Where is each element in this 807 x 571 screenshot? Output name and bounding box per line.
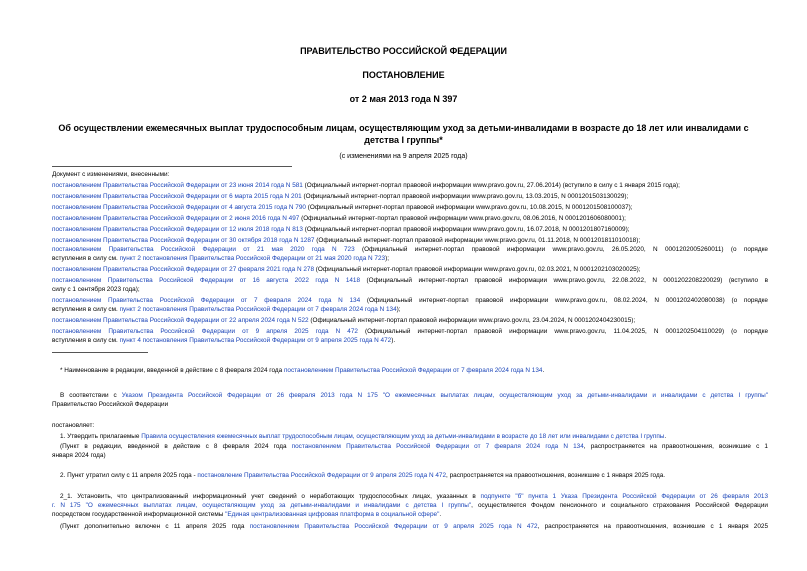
p1-end: .: [664, 433, 667, 440]
footnote-link[interactable]: постановлением Правительства Российской Федерации от 7 февраля 2024 года N 134: [283, 367, 543, 374]
p2-link[interactable]: постановление Правительства Российской Федерации от 9 апреля 2025 года N 472: [197, 472, 447, 479]
change-details: (Официальный интернет-портал правовой информации www.pravo.gov.ru, 08.06.2016, N 0001201606080001);: [299, 215, 626, 222]
change-entry: [52, 236, 768, 245]
change-entry: [52, 225, 768, 234]
change-link-7[interactable]: постановлением Правительства Российской Федерации от 21 мая 2020 года N 723: [52, 246, 355, 253]
p1-note: (Пункт в редакции, введенной в действие с 8 февраля 2024 года: [60, 443, 292, 450]
document-date-number: от 2 мая 2013 года N 397: [349, 94, 458, 104]
footnote-end: .: [542, 367, 545, 374]
change-cont-7: вступления в силу см.: [52, 255, 120, 262]
change-details: (Официальный интернет-портал правовой информации www.pravo.gov.ru, 27.06.2014) (вступило в силу с 1 января 2015 года);: [302, 182, 680, 189]
change-details-7: (Официальный интернет-портал правовой информации www.pravo.gov.ru, 26.05.2020, N 0001202005260011) (о порядке: [354, 246, 768, 253]
separator-top: [52, 166, 292, 167]
p2-1-note-link[interactable]: постановлением Правительства Российской Федерации от 9 апреля 2025 года N 472: [249, 523, 538, 530]
document-type: ПОСТАНОВЛЕНИЕ: [362, 70, 445, 80]
change-cont-end-7: );: [385, 255, 389, 262]
change-entry: [52, 181, 768, 190]
preamble-link[interactable]: Указом Президента Российской Федерации от 26 февраля 2013 года N 175 "О ежемесячных выплатах лицам, осуществляющим уход за детьми-инвалидами и инвалидами с детства I группы": [121, 392, 768, 399]
p2-1-text: 2_1. Установить, что централизованный информационный учет сведений о неработающих трудоспособных лицах, указанных в: [60, 493, 481, 500]
p2-1-note: (Пункт дополнительно включен с 11 апреля 2025 года: [60, 523, 250, 530]
edition-note: (с изменениями на 9 апреля 2025 года): [339, 153, 468, 160]
change-link-8[interactable]: постановлением Правительства Российской Федерации от 27 февраля 2021 года N 278: [52, 266, 315, 273]
preamble-cont: Правительство Российской Федерации: [52, 401, 169, 408]
p2-1-link-1[interactable]: подпункте "б" пункта 1 Указа Президента Российской Федерации от 26 февраля 2013: [480, 493, 768, 500]
p2-1-text-2: , осуществляется Фондом пенсионного и социального страхования Российской Федерации: [471, 502, 768, 509]
p2-1-platform-link[interactable]: "Единая централизованная цифровая платформа в социальной сфере": [225, 511, 440, 518]
p2-1-note-end: , распространяется на правоотношения, возникшие с 1 января 2025: [537, 523, 768, 530]
change-link-9[interactable]: постановлением Правительства Российской Федерации от 16 августа 2022 года N 1418: [52, 277, 361, 284]
p2-1-text-3: посредством государственной информационной системы: [52, 511, 226, 518]
change-cont-link-7[interactable]: пункт 2 постановления Правительства Российской Федерации от 21 мая 2020 года N 723: [119, 255, 386, 262]
change-details: (Официальный интернет-портал правовой информации www.pravo.gov.ru, 10.08.2015, N 0001201508100037);: [305, 204, 633, 211]
preamble-text: В соответствии с: [60, 392, 122, 399]
change-details: (Официальный интернет-портал правовой информации www.pravo.gov.ru, 01.11.2018, N 0001201811010018);: [314, 237, 641, 244]
p2-1-link-2[interactable]: г. N 175 "О ежемесячных выплатах лицам, осуществляющим уход за детьми-инвалидами и инвалидами с детства I группы": [52, 502, 472, 509]
p1-note-cont: января 2024 года): [52, 452, 106, 459]
change-details-10: (Официальный интернет-портал правовой информации www.pravo.gov.ru, 08.02.2024, N 0001202402080038) (о порядке: [360, 297, 768, 304]
change-details-8: (Официальный интернет-портал правовой информации www.pravo.gov.ru, 02.03.2021, N 0001202103020025);: [314, 266, 641, 273]
change-link-11[interactable]: постановлением Правительства Российской Федерации от 22 апреля 2024 года N 522: [52, 317, 309, 324]
change-link[interactable]: постановлением Правительства Российской Федерации от 30 октября 2018 года N 1287: [52, 237, 315, 244]
p1-text: 1. Утвердить прилагаемые: [60, 433, 142, 440]
change-link[interactable]: постановлением Правительства Российской Федерации от 12 июля 2018 года N 813: [52, 226, 303, 233]
change-entry: [52, 214, 768, 223]
separator-footnote: [52, 352, 148, 353]
p1-note-end: , распространяется на правоотношения, возникшие с 1: [583, 443, 768, 450]
change-link-10[interactable]: постановлением Правительства Российской Федерации от 7 февраля 2024 года N 134: [52, 297, 361, 304]
p1-rules-link[interactable]: Правила осуществления ежемесячных выплат трудоспособным лицам, осуществляющим уход за детьми-инвалидами в возрасте до 18 лет или инвалидами с детства I группы: [141, 433, 665, 440]
p2-end: , распространяется на правоотношения, возникшие с 1 января 2025 года.: [446, 472, 666, 479]
document-title: Об осуществлении ежемесячных выплат трудоспособным лицам, осуществляющим уход за детьми-инвалидами в возрасте до 18 лет или инвалидами с детства I группы*: [58, 123, 749, 145]
change-cont-link-12[interactable]: пункт 4 постановления Правительства Российской Федерации от 9 апреля 2025 года N 472: [119, 337, 392, 344]
change-details-11: (Официальный интернет-портал правовой информации www.pravo.gov.ru, 23.04.2024, N 0001202404230015);: [308, 317, 636, 324]
change-link[interactable]: постановлением Правительства Российской Федерации от 6 марта 2015 года N 201: [52, 193, 302, 200]
change-details: (Официальный интернет-портал правовой информации www.pravo.gov.ru, 13.03.2015, N 0001201503130029);: [301, 193, 629, 200]
change-cont-end-10: );: [396, 306, 401, 313]
change-details-9: (Официальный интернет-портал правовой информации www.pravo.gov.ru, 22.08.2022, N 0001202208220029) (вступило в: [360, 277, 768, 284]
footnote-text: * Наименование в редакции, введенной в действие с 8 февраля 2024 года: [60, 367, 284, 374]
p2-text: 2. Пункт утратил силу с 11 апреля 2025 года -: [60, 472, 198, 479]
change-link[interactable]: постановлением Правительства Российской Федерации от 2 июня 2016 года N 497: [52, 215, 300, 222]
p2-1-end: .: [439, 511, 442, 518]
change-link[interactable]: постановлением Правительства Российской Федерации от 4 августа 2015 года N 790: [52, 204, 306, 211]
change-details-12: (Официальный интернет-портал правовой информации www.pravo.gov.ru, 11.04.2025, N 0001202504110029) (о порядке: [357, 328, 768, 335]
change-link[interactable]: постановлением Правительства Российской Федерации от 23 июня 2014 года N 581: [52, 182, 303, 189]
change-details: (Официальный интернет-портал правовой информации www.pravo.gov.ru, 16.07.2018, N 0001201807160009);: [302, 226, 630, 233]
change-cont-10: вступления в силу см.: [52, 306, 120, 313]
p1-note-link[interactable]: постановлением Правительства Российской Федерации от 7 февраля 2024 года N 134: [291, 443, 584, 450]
government-heading: ПРАВИТЕЛЬСТВО РОССИЙСКОЙ ФЕДЕРАЦИИ: [300, 46, 507, 56]
change-cont-end-12: ).: [391, 337, 396, 344]
change-cont-link-10[interactable]: пункт 2 постановления Правительства Российской Федерации от 7 февраля 2024 года N 134: [119, 306, 397, 313]
decree-word: постановляет:: [52, 422, 95, 429]
change-link-12[interactable]: постановлением Правительства Российской Федерации от 9 апреля 2025 года N 472: [52, 328, 358, 335]
change-entry: [52, 203, 768, 212]
changes-intro: Документ с изменениями, внесенными:: [52, 171, 170, 178]
change-cont-12: вступления в силу см.: [52, 337, 120, 344]
change-cont-9: силу с 1 сентября 2023 года);: [52, 286, 140, 293]
change-entry: [52, 192, 768, 201]
